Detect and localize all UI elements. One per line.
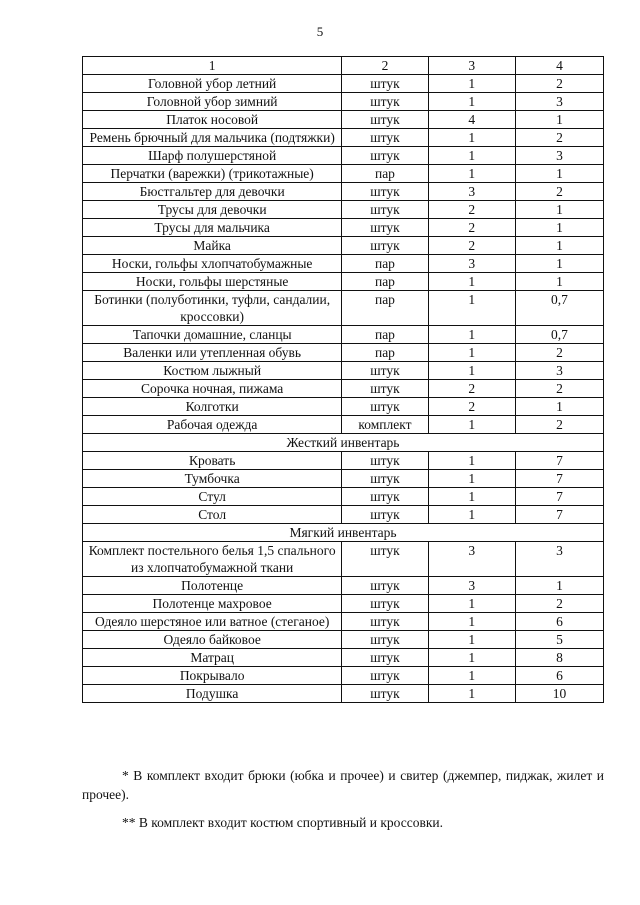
table-row [83, 129, 604, 147]
quantity-cell: 1 [428, 685, 515, 703]
quantity-cell: 1 [428, 631, 515, 649]
item-name-cell: Сорочка ночная, пижама [83, 380, 342, 398]
quantity-cell: 1 [428, 93, 515, 111]
column-number-cell: 4 [515, 57, 603, 75]
unit-cell: штук [342, 129, 428, 147]
wear-period-cell: 5 [515, 631, 603, 649]
table-row [83, 75, 604, 93]
table-row [83, 452, 604, 470]
table-row [83, 201, 604, 219]
wear-period-cell: 2 [515, 416, 603, 434]
section-title: Жесткий инвентарь [83, 434, 604, 452]
item-name-cell: Трусы для девочки [83, 201, 342, 219]
quantity-cell: 2 [428, 398, 515, 416]
item-name-cell: Костюм лыжный [83, 362, 342, 380]
wear-period-cell: 8 [515, 649, 603, 667]
quantity-cell: 1 [428, 165, 515, 183]
item-name-cell: Майка [83, 237, 342, 255]
wear-period-cell: 1 [515, 111, 603, 129]
wear-period-cell: 3 [515, 147, 603, 165]
item-name-cell: Носки, гольфы шерстяные [83, 273, 342, 291]
unit-cell: штук [342, 631, 428, 649]
unit-cell: штук [342, 362, 428, 380]
wear-period-cell: 1 [515, 577, 603, 595]
unit-cell: пар [342, 255, 428, 273]
table-row [83, 344, 604, 362]
table-row [83, 613, 604, 631]
unit-cell: штук [342, 595, 428, 613]
unit-cell: штук [342, 452, 428, 470]
item-name-cell: Головной убор зимний [83, 93, 342, 111]
item-name-cell: Покрывало [83, 667, 342, 685]
wear-period-cell: 1 [515, 201, 603, 219]
unit-cell: пар [342, 291, 428, 326]
item-name-cell: Стул [83, 488, 342, 506]
table-row [83, 542, 604, 577]
table-row [83, 577, 604, 595]
unit-cell: штук [342, 93, 428, 111]
table-row [83, 183, 604, 201]
unit-cell: штук [342, 613, 428, 631]
footnote: * В комплект входит брюки (юбка и прочее) и свитер (джемпер, пиджак, жилет и прочее). [82, 768, 604, 802]
quantity-cell: 3 [428, 255, 515, 273]
wear-period-cell: 2 [515, 75, 603, 93]
items-table [82, 56, 604, 703]
section-header-row [83, 434, 604, 452]
quantity-cell: 1 [428, 75, 515, 93]
item-name-cell: Тумбочка [83, 470, 342, 488]
item-name-cell: Бюстгальтер для девочки [83, 183, 342, 201]
table-row [83, 506, 604, 524]
wear-period-cell: 1 [515, 165, 603, 183]
table-row [83, 649, 604, 667]
wear-period-cell: 7 [515, 488, 603, 506]
quantity-cell: 1 [428, 595, 515, 613]
wear-period-cell: 10 [515, 685, 603, 703]
item-name-cell: Матрац [83, 649, 342, 667]
table-row [83, 488, 604, 506]
quantity-cell: 1 [428, 273, 515, 291]
quantity-cell: 1 [428, 470, 515, 488]
footnote: ** В комплект входит костюм спортивный и кроссовки. [122, 815, 443, 830]
unit-cell: штук [342, 667, 428, 685]
table-row [83, 93, 604, 111]
page-number: 5 [316, 24, 324, 39]
table-header-row [83, 57, 604, 75]
item-name-cell: Шарф полушерстяной [83, 147, 342, 165]
quantity-cell: 1 [428, 326, 515, 344]
quantity-cell: 3 [428, 183, 515, 201]
wear-period-cell: 1 [515, 219, 603, 237]
quantity-cell: 1 [428, 613, 515, 631]
table-row [83, 326, 604, 344]
unit-cell: штук [342, 488, 428, 506]
wear-period-cell: 0,7 [515, 291, 603, 326]
table-row [83, 685, 604, 703]
footnotes [82, 766, 604, 841]
unit-cell: штук [342, 380, 428, 398]
unit-cell: пар [342, 165, 428, 183]
item-name-cell: Трусы для мальчика [83, 219, 342, 237]
item-name-cell: Полотенце [83, 577, 342, 595]
item-name-cell: Колготки [83, 398, 342, 416]
quantity-cell: 2 [428, 237, 515, 255]
wear-period-cell: 3 [515, 93, 603, 111]
wear-period-cell: 2 [515, 595, 603, 613]
wear-period-cell: 7 [515, 470, 603, 488]
table-row [83, 470, 604, 488]
unit-cell: штук [342, 147, 428, 165]
item-name-cell: Перчатки (варежки) (трикотажные) [83, 165, 342, 183]
table-row [83, 631, 604, 649]
quantity-cell: 2 [428, 201, 515, 219]
unit-cell: штук [342, 506, 428, 524]
table-row [83, 398, 604, 416]
item-name-cell: Валенки или утепленная обувь [83, 344, 342, 362]
unit-cell: штук [342, 649, 428, 667]
unit-cell: штук [342, 470, 428, 488]
section-title: Мягкий инвентарь [83, 524, 604, 542]
quantity-cell: 1 [428, 649, 515, 667]
unit-cell: штук [342, 577, 428, 595]
wear-period-cell: 2 [515, 183, 603, 201]
unit-cell: пар [342, 273, 428, 291]
table-row [83, 595, 604, 613]
table-row [83, 237, 604, 255]
wear-period-cell: 1 [515, 398, 603, 416]
item-name-cell: Одеяло шерстяное или ватное (стеганое) [83, 613, 342, 631]
table-row [83, 362, 604, 380]
unit-cell: штук [342, 542, 428, 577]
item-name-cell: Стол [83, 506, 342, 524]
item-name-cell: Головной убор летний [83, 75, 342, 93]
unit-cell: комплект [342, 416, 428, 434]
table-row [83, 291, 604, 326]
wear-period-cell: 1 [515, 237, 603, 255]
item-name-cell: Рабочая одежда [83, 416, 342, 434]
wear-period-cell: 6 [515, 667, 603, 685]
wear-period-cell: 3 [515, 362, 603, 380]
unit-cell: штук [342, 398, 428, 416]
quantity-cell: 1 [428, 416, 515, 434]
section-header-row [83, 524, 604, 542]
quantity-cell: 1 [428, 452, 515, 470]
item-name-cell: Тапочки домашние, сланцы [83, 326, 342, 344]
quantity-cell: 1 [428, 291, 515, 326]
table-row [83, 165, 604, 183]
table-row [83, 147, 604, 165]
wear-period-cell: 2 [515, 129, 603, 147]
item-name-cell: Подушка [83, 685, 342, 703]
wear-period-cell: 1 [515, 255, 603, 273]
table-row [83, 219, 604, 237]
wear-period-cell: 7 [515, 452, 603, 470]
quantity-cell: 1 [428, 506, 515, 524]
item-name-cell: Носки, гольфы хлопчатобумажные [83, 255, 342, 273]
item-name-cell: Одеяло байковое [83, 631, 342, 649]
unit-cell: штук [342, 111, 428, 129]
quantity-cell: 2 [428, 380, 515, 398]
items-table-body [83, 57, 604, 703]
table-row [83, 380, 604, 398]
item-name-cell: Кровать [83, 452, 342, 470]
table-row [83, 255, 604, 273]
item-name-cell: Ботинки (полуботинки, туфли, сандалии, кроссовки) [83, 291, 342, 326]
wear-period-cell: 2 [515, 380, 603, 398]
item-name-cell: Ремень брючный для мальчика (подтяжки) [83, 129, 342, 147]
unit-cell: штук [342, 183, 428, 201]
wear-period-cell: 0,7 [515, 326, 603, 344]
unit-cell: штук [342, 219, 428, 237]
column-number-cell: 3 [428, 57, 515, 75]
wear-period-cell: 7 [515, 506, 603, 524]
unit-cell: штук [342, 237, 428, 255]
column-number-cell: 2 [342, 57, 428, 75]
quantity-cell: 3 [428, 542, 515, 577]
unit-cell: штук [342, 201, 428, 219]
item-name-cell: Комплект постельного белья 1,5 спального из хлопчатобумажной ткани [83, 542, 342, 577]
wear-period-cell: 3 [515, 542, 603, 577]
unit-cell: штук [342, 685, 428, 703]
item-name-cell: Полотенце махровое [83, 595, 342, 613]
table-row [83, 667, 604, 685]
table-row [83, 416, 604, 434]
wear-period-cell: 2 [515, 344, 603, 362]
quantity-cell: 1 [428, 344, 515, 362]
quantity-cell: 1 [428, 362, 515, 380]
quantity-cell: 1 [428, 488, 515, 506]
quantity-cell: 2 [428, 219, 515, 237]
table-row [83, 273, 604, 291]
quantity-cell: 1 [428, 667, 515, 685]
table-row [83, 111, 604, 129]
quantity-cell: 1 [428, 147, 515, 165]
unit-cell: пар [342, 326, 428, 344]
column-number-cell: 1 [83, 57, 342, 75]
quantity-cell: 4 [428, 111, 515, 129]
item-name-cell: Платок носовой [83, 111, 342, 129]
quantity-cell: 1 [428, 129, 515, 147]
wear-period-cell: 6 [515, 613, 603, 631]
wear-period-cell: 1 [515, 273, 603, 291]
unit-cell: штук [342, 75, 428, 93]
unit-cell: пар [342, 344, 428, 362]
quantity-cell: 3 [428, 577, 515, 595]
